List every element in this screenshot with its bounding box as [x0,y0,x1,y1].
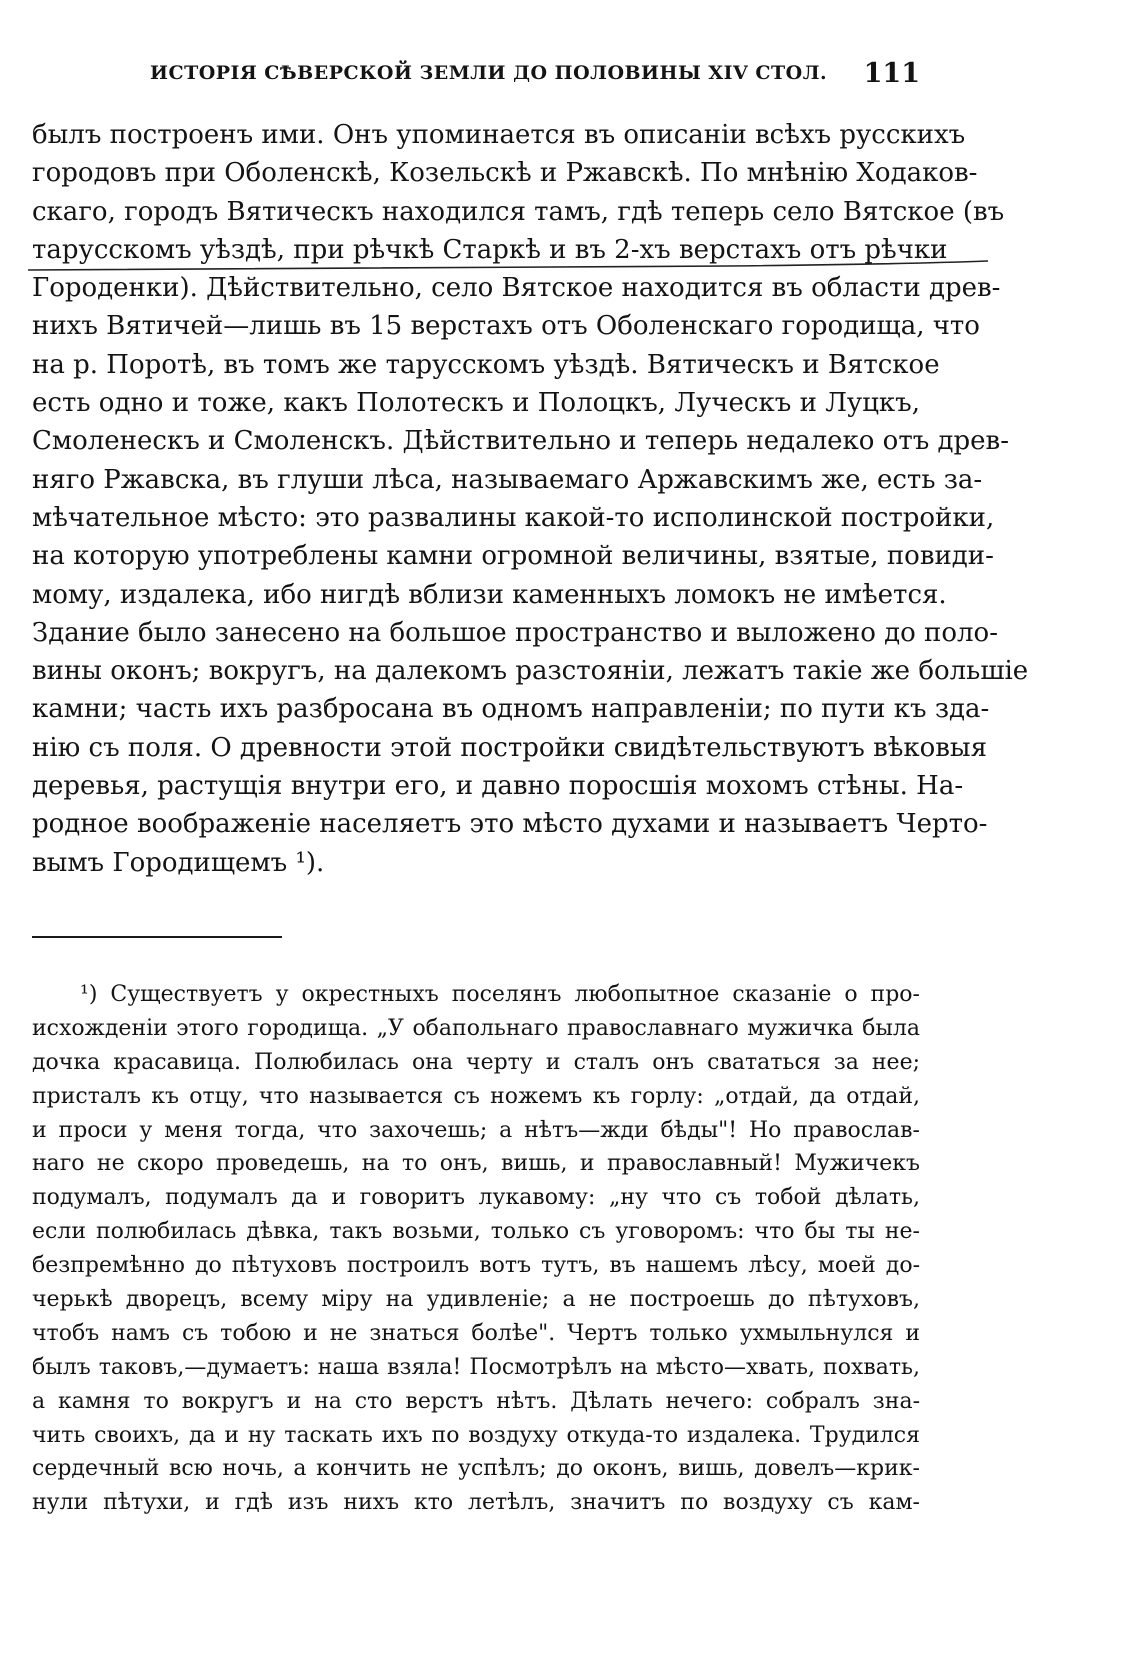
running-head [150,58,920,98]
text-line: нихъ Вятичей—лишь въ 15 верстахъ отъ Оболенскаго городища, что [32,311,980,342]
text-line: вины оконъ; вокругъ, на далекомъ разстояніи, лежатъ такіе же большіе [32,656,1029,687]
footnote-line: нули пѣтухи, и гдѣ изъ нихъ кто летѣлъ, значитъ по воздуху съ кам- [32,1490,920,1516]
text-line: былъ построенъ ими. Онъ упоминается въ описаніи всѣхъ русскихъ [32,120,966,150]
text-line: няго Ржавска, въ глуши лѣса, называемаго Аржавскимъ же, есть за- [32,464,983,495]
footnote-line: если полюбилась дѣвка, такъ возьми, только съ уговоромъ: что бы ты не- [32,1219,920,1245]
text-line: мѣчательное мѣсто: это развалины какой-то исполинской постройки, [32,502,995,533]
text-line: родное воображеніе населяетъ это мѣсто духами и называетъ Черто- [32,809,988,840]
footnote-line: дочка красавица. Полюбилась она черту и сталъ онъ свататься за нее; [32,1049,920,1075]
footnote-line: наго не скоро проведешь, на то онъ, вишь, и православный! Мужичекъ [32,1151,920,1177]
footnote-line: безпремѣнно до пѣтуховъ построилъ вотъ тутъ, въ нашемъ лѣсу, моей до- [32,1253,920,1279]
text-line: Смоленескъ и Смоленскъ. Дѣйствительно и теперь недалеко отъ древ- [32,426,1009,457]
running-head-title: ИСТОРІЯ СѢВЕРСКОЙ ЗЕМЛИ ДО ПОЛОВИНЫ XIV СТОЛ. [150,62,828,84]
text-line: на р. Поротѣ, въ томъ же тарусскомъ уѣздѣ. Вятическъ и Вятское [32,349,940,380]
footnote-separator [32,936,282,938]
footnote-line: чить своихъ, да и ну таскать ихъ по воздуху откуда-то издалека. Трудился [32,1422,920,1448]
text-line: тарусскомъ уѣздѣ, при рѣчкѣ Старкѣ и въ 2-хъ верстахъ отъ рѣчки [32,234,948,265]
text-line: деревья, растущія внутри его, и давно поросшія мохомъ стѣны. На- [32,771,964,802]
text-line: Здание было занесено на большое пространство и выложено до поло- [32,617,998,648]
footnote-line: а камня то вокругъ и на сто верстъ нѣтъ. Дѣлать нечего: собралъ зна- [32,1388,920,1414]
text-line: вымъ Городищемъ ¹). [32,847,325,878]
footnote-line: подумалъ, подумалъ да и говоритъ лукавому: „ну что съ тобой дѣлать, [32,1185,920,1211]
text-line: есть одно и тоже, какъ Полотескъ и Полоцкъ, Луческъ и Луцкъ, [32,388,920,419]
text-line: камни; часть ихъ разбросана въ одномъ направленіи; по пути къ зда- [32,694,990,725]
footnote-line: исхожденіи этого городища. „У обапольнаго православнаго мужичка была [32,1015,920,1041]
text-line: мому, издалека, ибо нигдѣ вблизи каменныхъ ломокъ не имѣется. [32,579,947,610]
main-text [32,116,1029,882]
text-line: Городенки). Дѣйствительно, село Вятское находится въ области древ- [32,273,1001,304]
text-line: городовъ при Оболенскѣ, Козельскѣ и Ржавскѣ. По мнѣнію Ходаков- [32,158,978,189]
footnote [32,978,920,1520]
footnote-line: былъ таковъ,—думаетъ: наша взяла! Посмотрѣлъ на мѣсто—хвать, похвать, [32,1354,920,1380]
footnote-line: и проси у меня тогда, что захочешь; а нѣтъ—жди бѣды"! Но православ- [32,1117,920,1143]
footnote-line: присталъ къ отцу, что называется съ ножемъ къ горлу: „отдай, да отдай, [32,1083,920,1109]
text-line: скаго, городъ Вятическъ находился тамъ, гдѣ теперь село Вятское (въ [32,196,1005,227]
page-number: 111 [863,58,920,89]
footnote-line: чтобъ намъ съ тобою и не знаться болѣе". Чертъ только ухмыльнулся и [32,1320,920,1346]
text-line: нію съ поля. О древности этой постройки свидѣтельствуютъ вѣковыя [32,732,988,763]
footnote-line: ¹) Существуетъ у окрестныхъ поселянъ любопытное сказаніе о про- [80,982,920,1007]
footnote-line: сердечный всю ночь, а кончить не успѣлъ; до оконъ, вишь, довелъ—крик- [32,1456,920,1482]
footnote-line: черькѣ дворецъ, всему міру на удивленіе; а не построешь до пѣтуховъ, [32,1287,920,1313]
text-line: на которую употреблены камни огромной величины, взятые, повиди- [32,541,994,572]
